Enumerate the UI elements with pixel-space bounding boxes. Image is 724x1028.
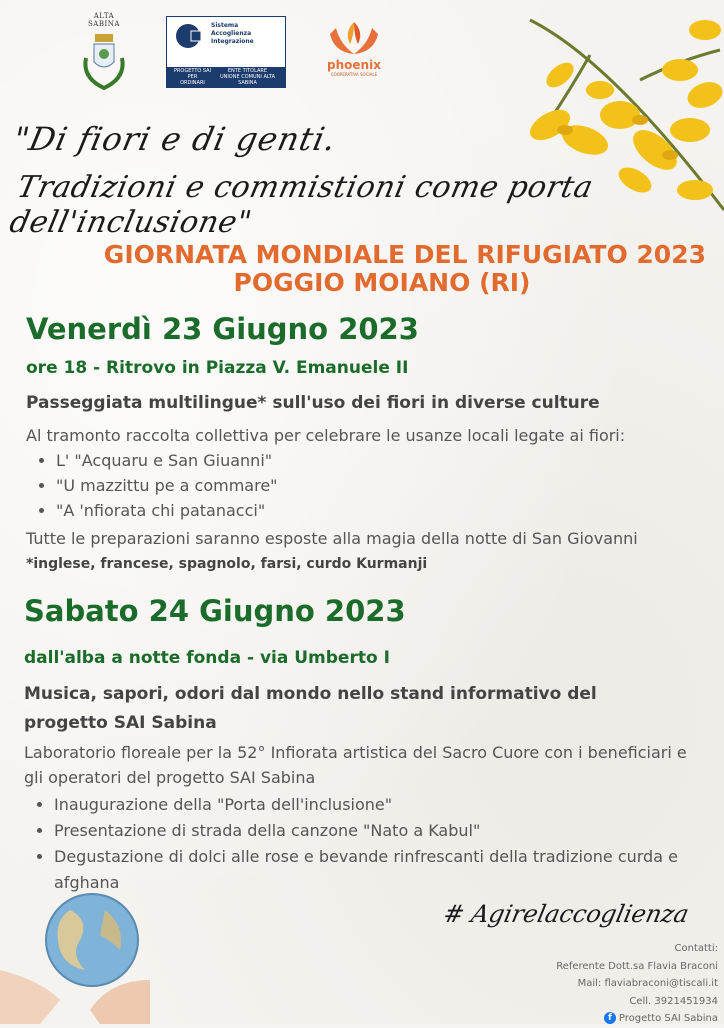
phoenix-logo: phoenix COOPERATIVA SOCIALE (322, 14, 386, 77)
day1-subtitle: Passeggiata multilingue* sull'uso dei fiori in diverse culture (26, 393, 600, 413)
day2-subtitle: Musica, sapori, odori dal mondo nello stand informativo del progetto SAI Sabina (24, 684, 597, 733)
list-item: • "A 'nfiorata chi patanacci" (56, 498, 278, 523)
globe-hands-image (0, 880, 150, 1024)
alta-sabina-logo: ALTA SABINA (78, 12, 130, 94)
coat-of-arms-icon (78, 28, 130, 90)
list-item: • Degustazione di dolci alle rose e bevande rinfrescanti della tradizione curda e afghana (54, 844, 714, 896)
script-title-line2: Tradizioni e commistioni come porta dell'inclusione" (6, 170, 597, 240)
day1-date: Venerdì 23 Giugno 2023 (26, 312, 419, 346)
facebook-icon: f (604, 1012, 616, 1024)
phoenix-hands-icon (322, 14, 386, 56)
day2-time: dall'alba a notte fonda - via Umberto I (24, 648, 390, 668)
sai-title: Sistema Accoglienza Integrazione (211, 22, 254, 45)
list-item: • "U mazzittu pe a commare" (56, 473, 278, 498)
contacts-block: Contatti: Referente Dott.sa Flavia Braconi Mail: flaviabraconi@tiscali.it Cell. 3921451934 f Progetto SAI Sabina (556, 940, 718, 1028)
event-title: GIORNATA MONDIALE DEL RIFUGIATO 2023 (103, 240, 706, 269)
day1-list (30, 448, 278, 523)
day2-date: Sabato 24 Giugno 2023 (24, 594, 406, 628)
hashtag: # Agirelaccoglienza (441, 900, 692, 928)
sai-logo (166, 16, 286, 88)
day1-languages: *inglese, francese, spagnolo, farsi, curdo Kurmanji (26, 556, 428, 572)
sai-band: PROGETTO SAI PER ORDINARI ENTE TITOLARE UNIONE COMUNI ALTA SABINA (167, 67, 285, 87)
day1-time: ore 18 - Ritrovo in Piazza V. Emanuele II (26, 358, 409, 378)
list-item: • Inaugurazione della "Porta dell'inclusione" (54, 792, 714, 818)
list-item: • Presentazione di strada della canzone "Nato a Kabul" (54, 818, 714, 844)
contact-mail[interactable]: Mail: flaviabraconi@tiscali.it (577, 978, 718, 989)
contact-cell[interactable]: Cell. 3921451934 (629, 995, 718, 1007)
sai-mark-icon (173, 21, 203, 51)
day2-description: Laboratorio floreale per la 52° Infiorata artistica del Sacro Cuore con i beneficiari e gli operatori del progetto SAI Sabina (24, 743, 687, 787)
script-title-line1: "Di fiori e di genti. (9, 120, 341, 158)
list-item: • L' "Acquaru e San Giuanni" (56, 448, 278, 473)
day1-description: Al tramonto raccolta collettiva per celebrare le usanze locali legate ai fiori: (26, 426, 626, 445)
facebook-link[interactable]: f Progetto SAI Sabina (556, 1010, 718, 1028)
event-location: POGGIO MOIANO (RI) (233, 268, 531, 297)
day1-after: Tutte le preparazioni saranno esposte alla magia della notte di San Giovanni (26, 529, 638, 548)
